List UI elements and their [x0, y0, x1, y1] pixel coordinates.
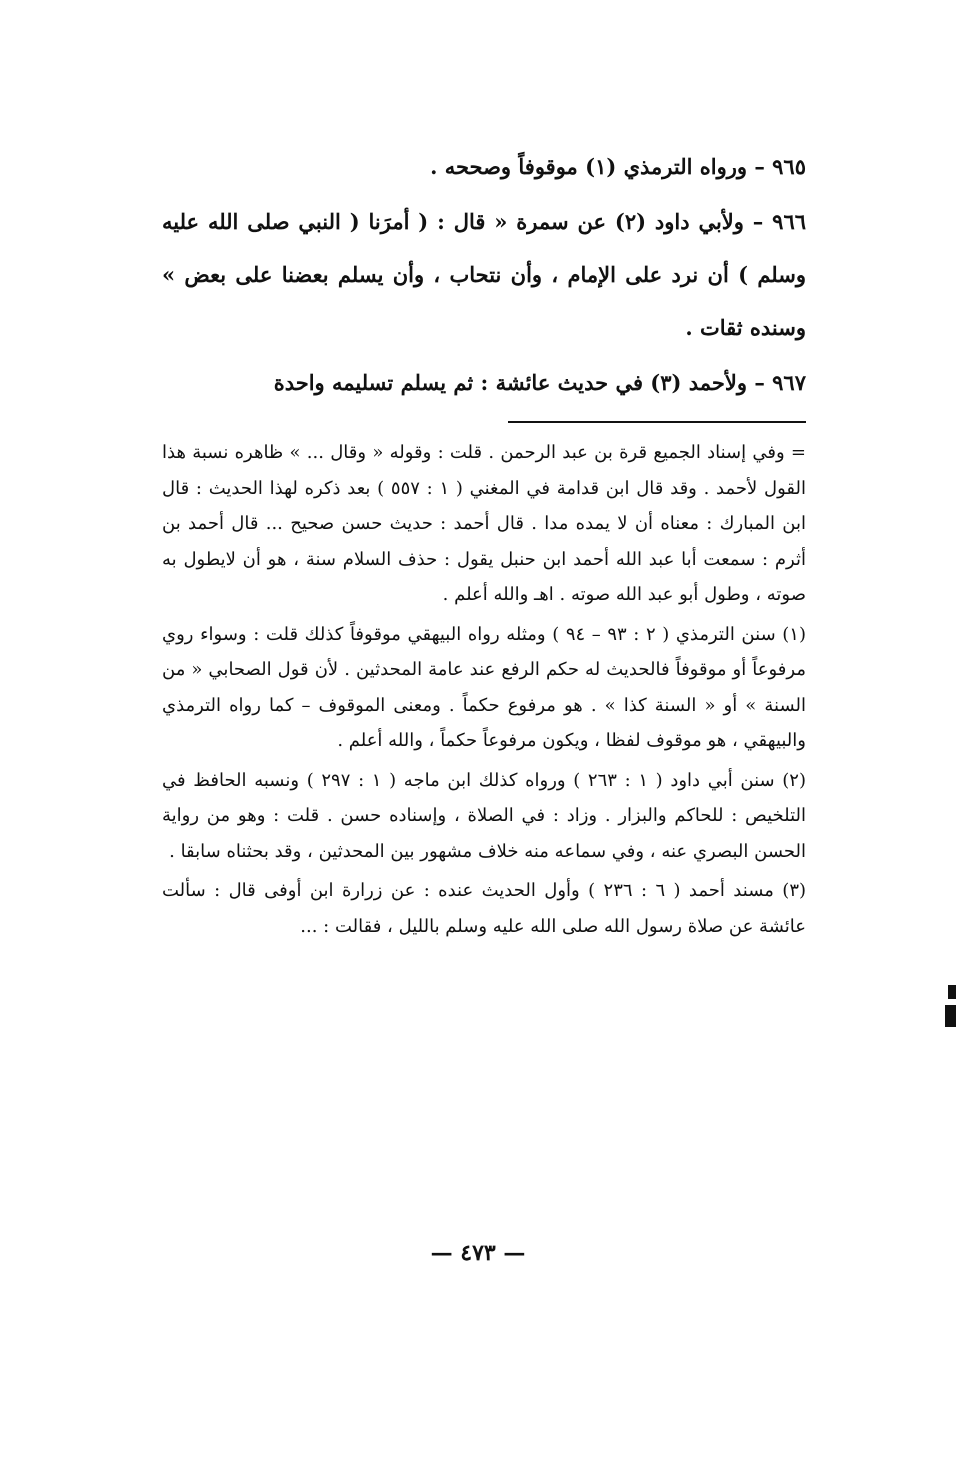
page-number: — ٤٧٣ — — [430, 1240, 526, 1266]
footnote-continuation: = وفي إسناد الجميع قرة بن عبد الرحمن . قلت : وقوله « وقال ... » ظاهره نسبة هذا القول لأحمد . وقد قال ابن قدامة في المغني ( ١ : ٥٥٧ ) بعد ذكره لهذا الحديث : قال ابن المبارك : معناه أن لا يمده مدا . قال أحمد : حديث حسن صحيح ... قال أحمد بن أثرم : سمعت أبا عبد الله أحمد ابن حنبل يقول : حذف السلام سنة ، هو أن لايطول به صوته ، وطول أبو عبد الله صوته . اهـ والله أعلم . — [162, 442, 806, 605]
page-body — [162, 140, 806, 944]
main-text — [162, 140, 806, 409]
footnotes — [162, 435, 806, 944]
footnote-3: (٣) مسند أحمد ( ٦ : ٢٣٦ ) وأول الحديث عنده : عن زرارة ابن أوفى قال : سألت عائشة عن صلاة رسول الله صلى الله عليه وسلم بالليل ، فقالت : ... — [162, 880, 807, 937]
footnote-separator — [508, 421, 806, 423]
footnote-2: (٢) سنن أبي داود ( ١ : ٢٦٣ ) ورواه كذلك ابن ماجه ( ١ : ٢٩٧ ) ونسبه الحافظ في التلخيص : للحاكم والبزار . وزاد : في الصلاة ، وإسناده حسن . قلت : وهو من رواية الحسن البصري عنه ، وفي سماعه منه خلاف مشهور بين المحدثين ، وقد بحثناه سابقا . — [162, 769, 806, 862]
scan-edge-mark — [944, 985, 956, 1035]
hadith-967: ٩٦٧ – ولأحمد (٣) في حديث عائشة : ثم يسلم تسليمه واحدة — [273, 370, 806, 395]
hadith-965: ٩٦٥ – ورواه الترمذي (١) موقوفاً وصححه . — [430, 154, 806, 179]
hadith-966: ٩٦٦ – ولأبي داود (٢) عن سمرة « قال : ( أمرَنا ( النبي صلى الله عليه وسلم ) أن نرد على الإمام ، وأن نتحاب ، وأن يسلم بعضنا على بعض » وسنده ثقات . — [162, 209, 807, 340]
footnote-1: (١) سنن الترمذي ( ٢ : ٩٣ – ٩٤ ) ومثله رواه البيهقي موقوفاً كذلك قلت : وسواء روي مرفوعاً أو موقوفاً فالحديث له حكم الرفع عند عامة المحدثين . لأن قول الصحابي « من السنة » أو « السنة كذا » . هو مرفوع حكماً . ومعنى الموقوف – كما رواه الترمذي والبيهقي ، هو موقوف لفظا ، ويكون مرفوعاً حكماً ، والله أعلم . — [162, 623, 806, 751]
